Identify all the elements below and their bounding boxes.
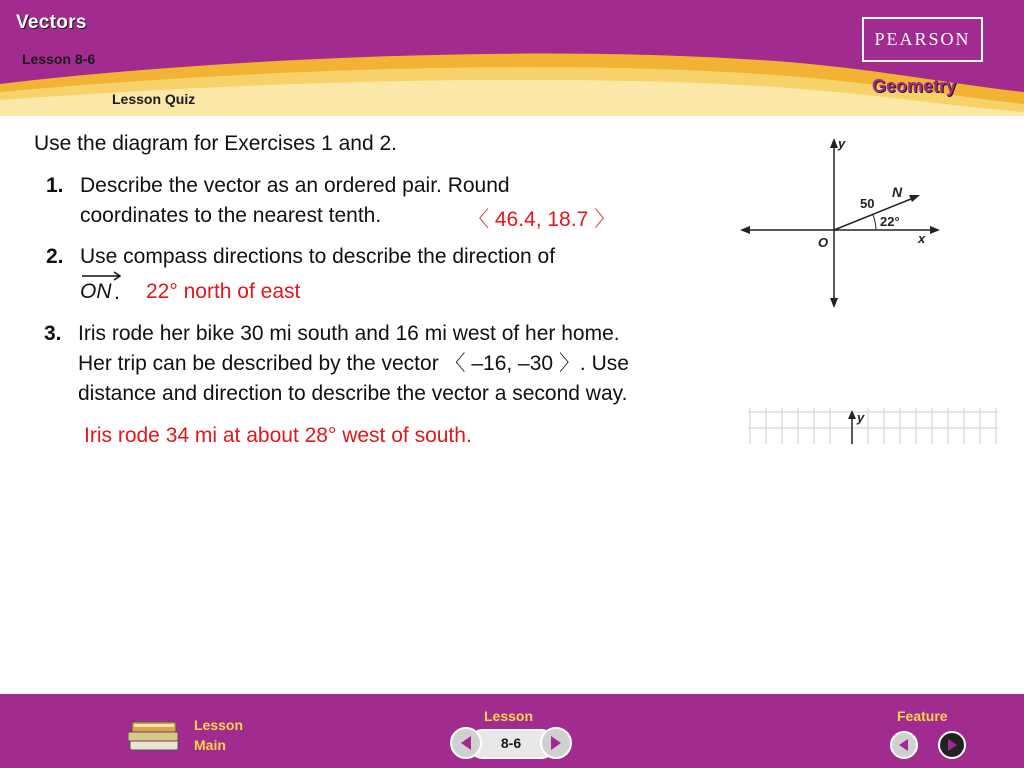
arrow-left-icon <box>892 733 916 757</box>
vector-diagram <box>740 134 950 314</box>
grid-y-label: y <box>857 410 865 425</box>
lesson-next-button[interactable] <box>540 727 572 759</box>
x-axis-label: x <box>918 231 926 246</box>
y-axis-label: y <box>838 136 846 151</box>
q1-line2: coordinates to the nearest tenth. <box>80 204 382 227</box>
q3-line3: distance and direction to describe the vector a second way. <box>78 382 628 405</box>
grid-y-arrow-icon <box>848 410 856 419</box>
grid-diagram <box>748 408 998 444</box>
course-title: Geometry <box>872 76 957 96</box>
feature-next-button[interactable] <box>938 731 966 759</box>
feature-nav-label: Feature <box>897 708 948 724</box>
origin-label: O <box>818 235 829 250</box>
q1-number: 1. <box>46 174 64 197</box>
lesson-main-button[interactable] <box>124 712 264 760</box>
q3-line2: Her trip can be described by the vector 〈 –16, –30 〉. Use <box>78 352 629 375</box>
arrow-right-icon <box>940 733 964 757</box>
lesson-subtitle: Lesson Quiz <box>112 91 196 107</box>
q3-number: 3. <box>44 322 62 345</box>
arrow-right-icon <box>542 729 570 757</box>
q1-line1: Describe the vector as an ordered pair. Round <box>80 174 510 197</box>
grid-lines <box>748 408 998 444</box>
lesson-number: Lesson 8-6 <box>22 51 96 67</box>
q3-line1: Iris rode her bike 30 mi south and 16 mi west of her home. <box>78 322 620 345</box>
pearson-logo: PEARSON <box>862 17 983 62</box>
vector-on <box>834 195 920 230</box>
y-axis <box>830 138 838 308</box>
arrow-left-icon <box>452 729 480 757</box>
lesson-number-display: 8-6 <box>500 735 522 751</box>
lesson-title: Vectors <box>16 12 87 33</box>
lesson-prev-button[interactable] <box>450 727 482 759</box>
q2-answer: 22° north of east <box>146 280 301 303</box>
q2-line1: Use compass directions to describe the direction of <box>80 245 556 268</box>
q2-number: 2. <box>46 245 64 268</box>
intro-text: Use the diagram for Exercises 1 and 2. <box>34 132 398 155</box>
q1-answer: 〈 46.4, 18.7 〉 <box>468 208 616 231</box>
q2-vector-name: ON <box>80 280 112 303</box>
header-banner <box>0 0 1024 116</box>
magnitude-label: 50 <box>860 196 875 211</box>
lesson-main-label-line1: Lesson <box>194 717 244 733</box>
q3-answer: Iris rode 34 mi at about 28° west of south. <box>84 424 472 447</box>
lesson-nav-label: Lesson <box>484 708 534 724</box>
point-n-label: N <box>892 184 903 200</box>
angle-arc <box>873 215 876 230</box>
feature-prev-button[interactable] <box>890 731 918 759</box>
lesson-main-label-line2: Main <box>194 737 226 753</box>
books-icon <box>124 712 184 758</box>
q2-period: . <box>114 281 120 304</box>
angle-label: 22° <box>880 214 900 229</box>
